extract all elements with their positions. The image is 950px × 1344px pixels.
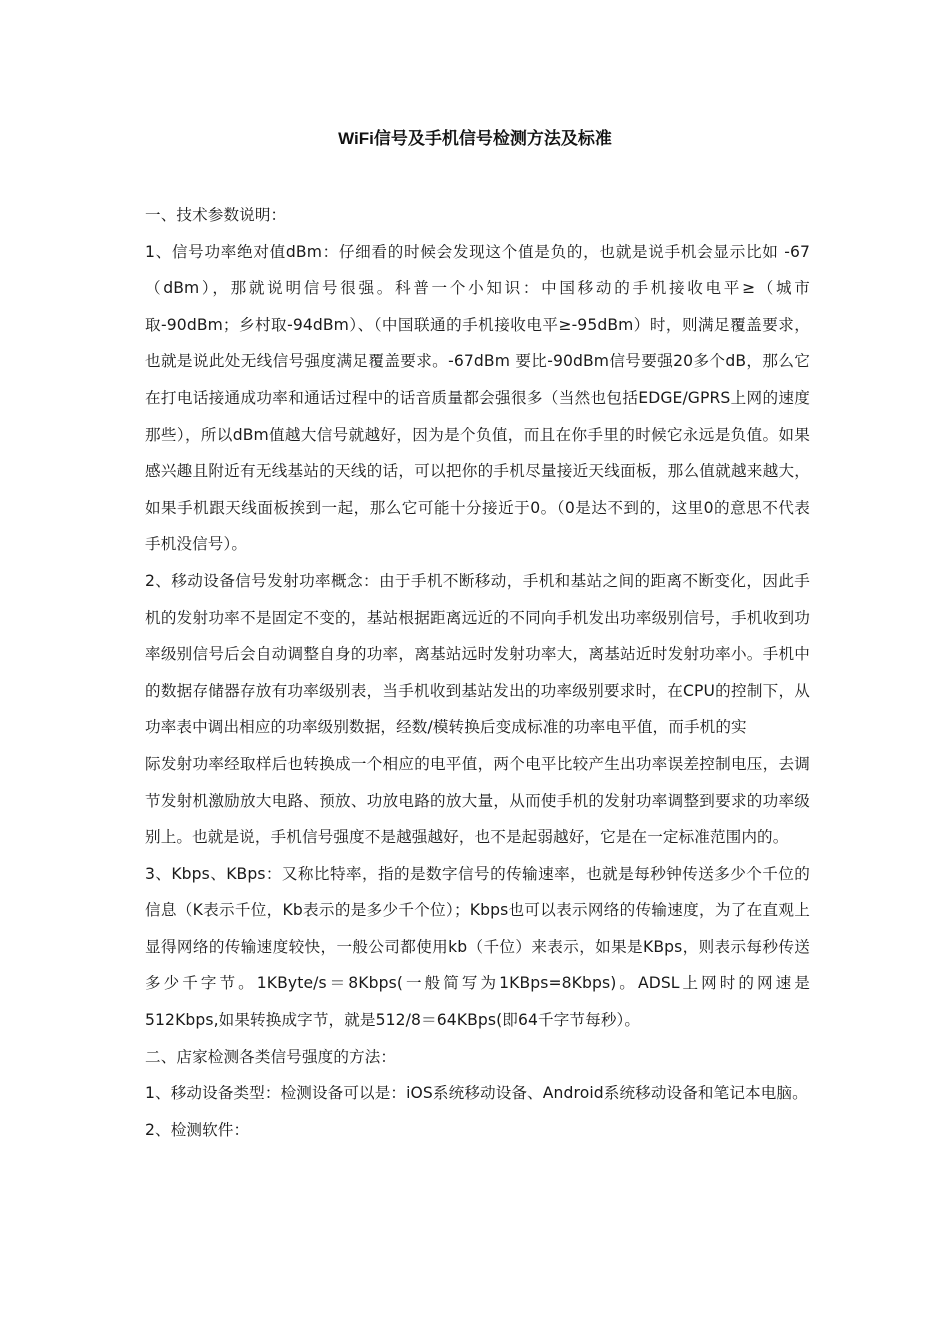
section-heading-tech-params: 一、技术参数说明： — [145, 206, 287, 224]
document-title-text: WiFi信号及手机信号检测方法及标准 — [338, 129, 612, 148]
paragraph-kbps: 3、Kbps、KBps：又称比特率，指的是数字信号的传输速率，也就是每秒钟传送多少个千位的信息（K表示千位，Kb表示的是多少千个位）；Kbps也可以表示网络的传输速度，为了在直观上显得网络的传输速度较快，一般公司都使用kb（千位）来表示，如果是KBps，则表示每秒传送多少千字节。1KByte/s＝8Kbps(一般简写为1KBps=8Kbps)。ADSL上网时的网速是512Kbps,如果转换成字节，就是512/8＝64KBps(即64千字节每秒）。 — [145, 864, 810, 1030]
paragraph-detection-software: 2、检测软件： — [145, 1120, 250, 1139]
section-heading-detection-methods: 二、店家检测各类信号强度的方法： — [145, 1047, 397, 1066]
paragraph-device-types: 1、移动设备类型：检测设备可以是：iOS系统移动设备、Android系统移动设备和笔记本电脑。 — [145, 1084, 808, 1103]
paragraph-transmit-power-continued: 际发射功率经取样后也转换成一个相应的电平值，两个电平比较产生出功率误差控制电压，去调节发射机激励放大电路、预放、功放电路的放大量，从而使手机的发射功率调整到要求的功率级别上。也就是说，手机信号强度不是越强越好，也不是起弱越好，它是在一定标准范围内的。 — [145, 754, 810, 847]
paragraph-dbm: 1、信号功率绝对值dBm：仔细看的时候会发现这个值是负的，也就是说手机会显示比如 -67（dBm），那就说明信号很强。科普一个小知识：中国移动的手机接收电平≥（城市取-90dBm；乡村取-94dBm）、（中国联通的手机接收电平≥-95dBm）时，则满足覆盖要求，也就是说此处无线信号强度满足覆盖要求。-67dBm 要比-90dBm信号要强20多个dB，那么它在打电话接通成功率和通话过程中的话音质量都会强很多（当然也包括EDGE/GPRS上网的速度那些），所以dBm值越大信号就越好，因为是个负值，而且在你手里的时候它永远是负值。如果感兴趣且附近有无线基站的天线的话，可以把你的手机尽量接近天线面板，那么值就越来越大，如果手机跟天线面板挨到一起，那么它可能十分接近于0。（0是达不到的，这里0的意思不代表手机没信号）。 — [145, 242, 810, 554]
document-title — [0, 126, 950, 152]
paragraph-transmit-power: 2、移动设备信号发射功率概念：由于手机不断移动，手机和基站之间的距离不断变化，因此手机的发射功率不是固定不变的，基站根据距离远近的不同向手机发出功率级别信号，手机收到功率级别信号后会自动调整自身的功率，离基站远时发射功率大，离基站近时发射功率小。手机中的数据存储器存放有功率级别表，当手机收到基站发出的功率级别要求时，在CPU的控制下，从功率表中调出相应的功率级别数据，经数/模转换后变成标准的功率电平值，而手机的实 — [145, 571, 810, 737]
document-body — [145, 197, 810, 1148]
